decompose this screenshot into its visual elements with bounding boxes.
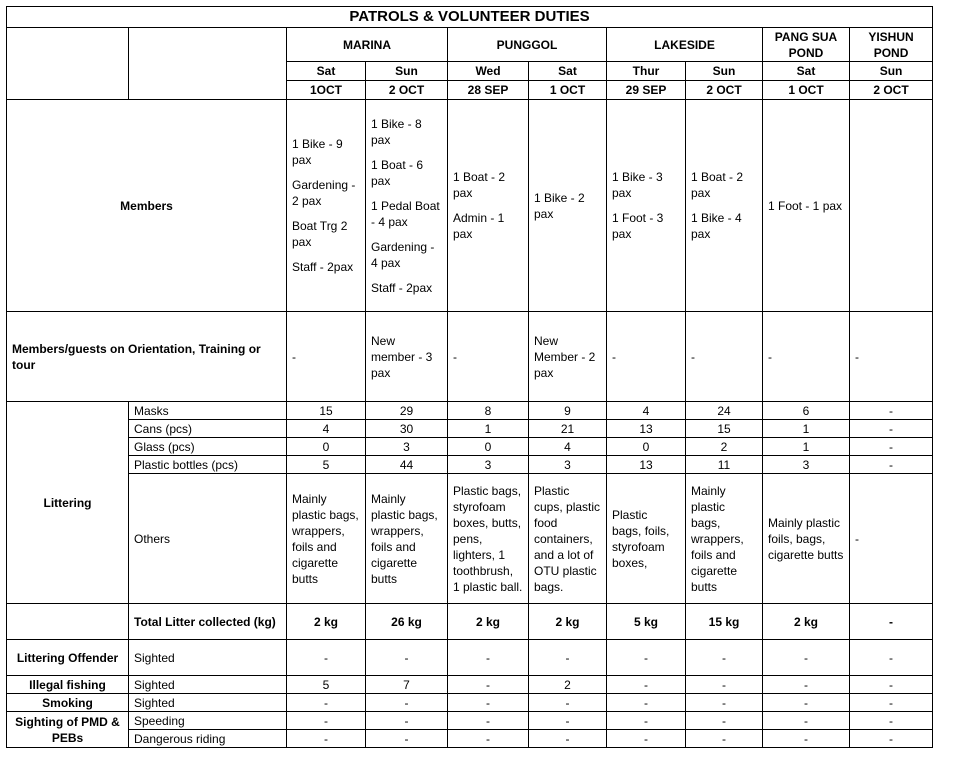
incident-cell: - bbox=[366, 640, 448, 676]
total-cell: 2 kg bbox=[529, 604, 607, 640]
pmd-cell: - bbox=[763, 712, 850, 730]
litter-count-cell: - bbox=[850, 438, 933, 456]
incident-cell: - bbox=[448, 640, 529, 676]
orientation-cell: New Member - 2 pax bbox=[529, 312, 607, 402]
total-cell: 2 kg bbox=[763, 604, 850, 640]
total-cell: 5 kg bbox=[607, 604, 686, 640]
litter-type-label: Plastic bottles (pcs) bbox=[129, 456, 287, 474]
litter-count-cell: 21 bbox=[529, 420, 607, 438]
incident-sub-label: Sighted bbox=[129, 640, 287, 676]
litter-count-cell: 3 bbox=[529, 456, 607, 474]
litter-type-label: Masks bbox=[129, 402, 287, 420]
pmd-cell: - bbox=[448, 730, 529, 748]
pmd-cell: - bbox=[529, 712, 607, 730]
orientation-cell: - bbox=[448, 312, 529, 402]
incident-cell: 2 bbox=[529, 676, 607, 694]
litter-count-cell: 11 bbox=[686, 456, 763, 474]
members-entry: Staff - 2pax bbox=[371, 280, 433, 295]
litter-count-cell: 2 bbox=[686, 438, 763, 456]
members-cell bbox=[850, 100, 933, 312]
location-header: PANG SUA POND bbox=[763, 28, 850, 62]
incident-cell: - bbox=[529, 694, 607, 712]
day-header: Thur bbox=[607, 62, 686, 81]
incident-cell: - bbox=[763, 640, 850, 676]
total-cell: 2 kg bbox=[287, 604, 366, 640]
litter-count-cell: 8 bbox=[448, 402, 529, 420]
litter-count-cell: 4 bbox=[287, 420, 366, 438]
litter-type-label: Others bbox=[129, 474, 287, 604]
location-header: PUNGGOL bbox=[448, 28, 607, 62]
members-entry: 1 Boat - 6 pax bbox=[371, 157, 424, 188]
litter-count-cell: 13 bbox=[607, 456, 686, 474]
litter-count-cell: 13 bbox=[607, 420, 686, 438]
pmd-cell: - bbox=[607, 712, 686, 730]
incident-label: Littering Offender bbox=[7, 640, 129, 676]
day-header: Sun bbox=[366, 62, 448, 81]
pmd-cell: - bbox=[366, 730, 448, 748]
litter-count-cell: 15 bbox=[686, 420, 763, 438]
incident-cell: - bbox=[448, 676, 529, 694]
orientation-label: Members/guests on Orientation, Training or tour bbox=[7, 312, 287, 402]
incident-cell: - bbox=[686, 694, 763, 712]
members-entry: 1 Foot - 3 pax bbox=[612, 211, 664, 241]
total-cell: 2 kg bbox=[448, 604, 529, 640]
pmd-label: Sighting of PMD & PEBs bbox=[7, 712, 129, 748]
members-cell bbox=[607, 100, 686, 312]
litter-count-cell: 9 bbox=[529, 402, 607, 420]
location-header: LAKESIDE bbox=[607, 28, 763, 62]
orientation-cell: - bbox=[607, 312, 686, 402]
day-header: Wed bbox=[448, 62, 529, 81]
pmd-cell: - bbox=[287, 712, 366, 730]
incident-cell: - bbox=[607, 676, 686, 694]
incident-cell: - bbox=[850, 694, 933, 712]
header-blank bbox=[129, 28, 287, 100]
litter-count-cell: - bbox=[850, 402, 933, 420]
members-entry: 1 Boat - 2 pax bbox=[453, 170, 506, 200]
orientation-cell: - bbox=[686, 312, 763, 402]
duties-table bbox=[6, 6, 933, 748]
incident-label: Smoking bbox=[7, 694, 129, 712]
members-entry: 1 Bike - 4 pax bbox=[691, 211, 742, 241]
litter-count-cell: 1 bbox=[763, 438, 850, 456]
litter-count-cell: - bbox=[850, 456, 933, 474]
incident-cell: - bbox=[607, 640, 686, 676]
date-header: 29 SEP bbox=[607, 81, 686, 100]
incident-sub-label: Sighted bbox=[129, 694, 287, 712]
members-entry: Gardening - 4 pax bbox=[371, 239, 435, 270]
day-header: Sun bbox=[686, 62, 763, 81]
litter-type-label: Cans (pcs) bbox=[129, 420, 287, 438]
members-entry: 1 Pedal Boat - 4 pax bbox=[371, 198, 440, 229]
date-header: 2 OCT bbox=[850, 81, 933, 100]
litter-count-cell: 0 bbox=[287, 438, 366, 456]
members-cell bbox=[448, 100, 529, 312]
incident-cell: - bbox=[448, 694, 529, 712]
location-header: MARINA bbox=[287, 28, 448, 62]
pmd-cell: - bbox=[686, 712, 763, 730]
total-blank bbox=[7, 604, 129, 640]
location-header: YISHUN POND bbox=[850, 28, 933, 62]
litter-others-cell: Plastic cups, plastic food containers, and a lot of OTU plastic bags. bbox=[529, 474, 607, 604]
members-entry: 1 Bike - 3 pax bbox=[612, 170, 663, 200]
incident-cell: 5 bbox=[287, 676, 366, 694]
incident-cell: - bbox=[607, 694, 686, 712]
header-blank bbox=[7, 28, 129, 100]
litter-count-cell: - bbox=[850, 420, 933, 438]
members-entry: Staff - 2pax bbox=[292, 260, 354, 274]
total-cell: 15 kg bbox=[686, 604, 763, 640]
members-entry: 1 Boat - 2 pax bbox=[691, 170, 744, 200]
members-entry: 1 Foot - 1 pax bbox=[768, 198, 843, 213]
litter-count-cell: 3 bbox=[448, 456, 529, 474]
orientation-cell: - bbox=[763, 312, 850, 402]
pmd-cell: - bbox=[850, 730, 933, 748]
incident-label: Illegal fishing bbox=[7, 676, 129, 694]
litter-type-label: Glass (pcs) bbox=[129, 438, 287, 456]
litter-others-cell: Mainly plastic bags, wrappers, foils and cigarette butts bbox=[686, 474, 763, 604]
incident-cell: - bbox=[287, 640, 366, 676]
pmd-cell: - bbox=[448, 712, 529, 730]
pmd-cell: - bbox=[366, 712, 448, 730]
day-header: Sat bbox=[287, 62, 366, 81]
litter-others-cell: - bbox=[850, 474, 933, 604]
orientation-cell: - bbox=[287, 312, 366, 402]
litter-others-cell: Mainly plastic bags, wrappers, foils and cigarette butts bbox=[287, 474, 366, 604]
incident-cell: - bbox=[686, 640, 763, 676]
members-cell bbox=[366, 100, 448, 312]
orientation-cell: - bbox=[850, 312, 933, 402]
incident-cell: - bbox=[529, 640, 607, 676]
litter-count-cell: 30 bbox=[366, 420, 448, 438]
pmd-sub-label: Speeding bbox=[129, 712, 287, 730]
litter-others-cell: Mainly plastic bags, wrappers, foils and cigarette butts bbox=[366, 474, 448, 604]
date-header: 2 OCT bbox=[686, 81, 763, 100]
litter-count-cell: 29 bbox=[366, 402, 448, 420]
litter-count-cell: 6 bbox=[763, 402, 850, 420]
littering-label: Littering bbox=[7, 402, 129, 604]
members-cell bbox=[686, 100, 763, 312]
date-header: 2 OCT bbox=[366, 81, 448, 100]
members-entry: Boat Trg 2 pax bbox=[292, 219, 348, 249]
date-header: 1 OCT bbox=[763, 81, 850, 100]
pmd-cell: - bbox=[850, 712, 933, 730]
litter-count-cell: 5 bbox=[287, 456, 366, 474]
orientation-cell: New member - 3 pax bbox=[366, 312, 448, 402]
members-cell bbox=[763, 100, 850, 312]
members-cell bbox=[529, 100, 607, 312]
date-header: 28 SEP bbox=[448, 81, 529, 100]
members-entry: 1 Bike - 2 pax bbox=[534, 190, 585, 221]
members-entry: 1 Bike - 9 pax bbox=[292, 137, 343, 167]
members-entry: 1 Bike - 8 pax bbox=[371, 116, 422, 147]
litter-others-cell: Mainly plastic foils, bags, cigarette butts bbox=[763, 474, 850, 604]
members-entry: Admin - 1 pax bbox=[453, 211, 505, 241]
day-header: Sat bbox=[763, 62, 850, 81]
date-header: 1 OCT bbox=[529, 81, 607, 100]
incident-cell: - bbox=[366, 694, 448, 712]
incident-cell: - bbox=[763, 694, 850, 712]
total-cell: - bbox=[850, 604, 933, 640]
incident-sub-label: Sighted bbox=[129, 676, 287, 694]
pmd-sub-label: Dangerous riding bbox=[129, 730, 287, 748]
incident-cell: - bbox=[686, 676, 763, 694]
litter-count-cell: 4 bbox=[607, 402, 686, 420]
incident-cell: - bbox=[763, 676, 850, 694]
litter-count-cell: 0 bbox=[607, 438, 686, 456]
pmd-cell: - bbox=[607, 730, 686, 748]
day-header: Sun bbox=[850, 62, 933, 81]
litter-count-cell: 24 bbox=[686, 402, 763, 420]
members-entry: Gardening - 2 pax bbox=[292, 178, 356, 208]
table-title: PATROLS & VOLUNTEER DUTIES bbox=[7, 7, 933, 28]
litter-count-cell: 1 bbox=[763, 420, 850, 438]
total-label: Total Litter collected (kg) bbox=[129, 604, 287, 640]
pmd-cell: - bbox=[763, 730, 850, 748]
day-header: Sat bbox=[529, 62, 607, 81]
litter-others-cell: Plastic bags, foils, styrofoam boxes, bbox=[607, 474, 686, 604]
litter-count-cell: 15 bbox=[287, 402, 366, 420]
members-cell bbox=[287, 100, 366, 312]
pmd-cell: - bbox=[529, 730, 607, 748]
pmd-cell: - bbox=[287, 730, 366, 748]
litter-count-cell: 3 bbox=[366, 438, 448, 456]
date-header: 1OCT bbox=[287, 81, 366, 100]
incident-cell: - bbox=[850, 640, 933, 676]
incident-cell: 7 bbox=[366, 676, 448, 694]
litter-count-cell: 4 bbox=[529, 438, 607, 456]
members-label: Members bbox=[7, 100, 287, 312]
pmd-cell: - bbox=[686, 730, 763, 748]
litter-count-cell: 1 bbox=[448, 420, 529, 438]
total-cell: 26 kg bbox=[366, 604, 448, 640]
litter-count-cell: 44 bbox=[366, 456, 448, 474]
litter-others-cell: Plastic bags, styrofoam boxes, butts, pens, lighters, 1 toothbrush, 1 plastic ball. bbox=[448, 474, 529, 604]
incident-cell: - bbox=[850, 676, 933, 694]
litter-count-cell: 3 bbox=[763, 456, 850, 474]
incident-cell: - bbox=[287, 694, 366, 712]
litter-count-cell: 0 bbox=[448, 438, 529, 456]
